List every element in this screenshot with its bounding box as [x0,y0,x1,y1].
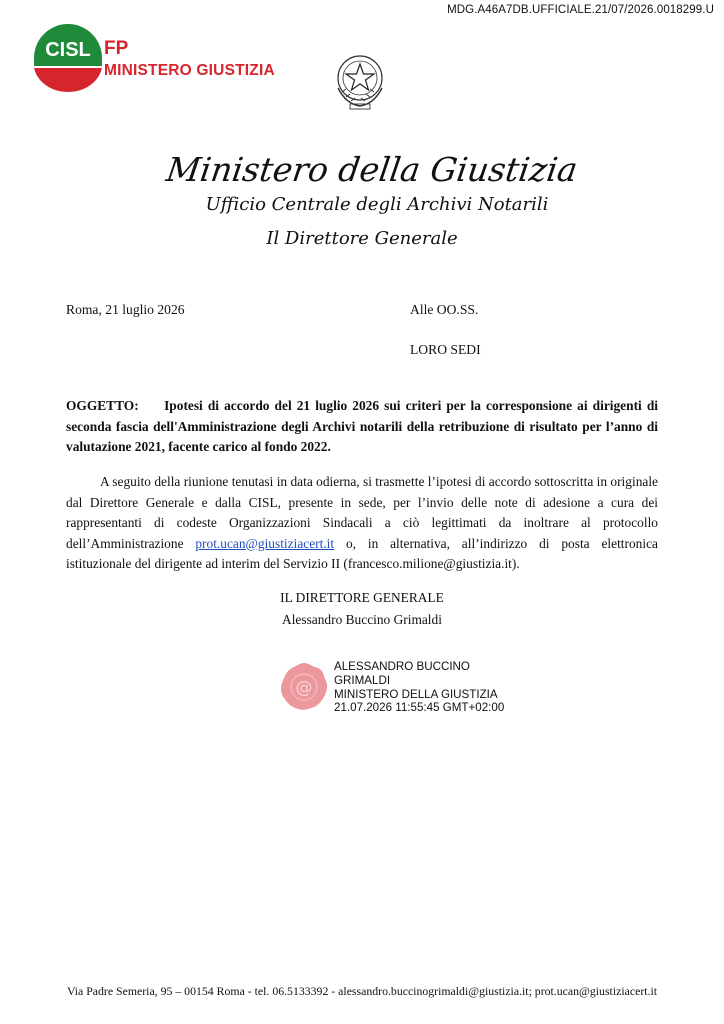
logo-fp-text: FP [104,38,129,59]
signature-role: IL DIRETTORE GENERALE [280,590,444,605]
logo-cisl-text: CISL [45,39,91,61]
header-office-title: Ufficio Centrale degli Archivi Notarili [205,194,549,215]
signature-name: Alessandro Buccino Grimaldi [282,612,442,627]
header-director-title: Il Direttore Generale [266,228,458,249]
subject-block [66,396,658,458]
body-text-end: o, in alternativa, all’indirizzo di posta elettronica istituzionale del dirigente ad interim del Servizio II (francesco.milione@giustizia.it). [66,535,658,571]
recipients-location: LORO SEDI [410,342,481,357]
body-paragraph [66,472,658,575]
protocol-email-link[interactable]: prot.ucan@giustiziacert.it [195,535,335,551]
logo-red-base [34,68,102,92]
digital-signature-seal-icon [278,660,330,712]
cisl-fp-logo [30,22,300,94]
protocol-number: MDG.A46A7DB.UFFICIALE.21/07/2026.0018299.U [447,4,714,16]
body-text-start: A seguito della riunione tenutasi in data odierna, si trasmette l’ipotesi di accordo sottoscritta in originale dal Direttore Generale e dalla CISL, presente in sede, per l’invio delle note di adesione a cura dei rappresentanti di codeste Organizzazioni Sindacali a ciò legittimati da inoltrare al protocollo dell’Amministrazione [66,474,658,551]
digital-signature-details [334,660,504,715]
svg-text:@: @ [295,678,313,698]
recipients: Alle OO.SS. [410,302,479,317]
italian-republic-emblem-icon [328,48,392,112]
header-ministry-title: Ministero della Giustizia [164,150,580,189]
digital-signature-organization: MINISTERO DELLA GIUSTIZIA [334,687,498,701]
digital-signature-name-line2: GRIMALDI [334,673,391,687]
digital-signature-timestamp: 21.07.2026 11:55:45 GMT+02:00 [334,701,505,715]
place-date: Roma, 21 luglio 2026 [66,302,185,317]
subject-text: Ipotesi di accordo del 21 luglio 2026 sui criteri per la corresponsione ai dirigenti di seconda fascia dell'Amministrazione degli Archivi notarili della retribuzione di risultato per l’anno di valutazione 2021, facente carico al fondo 2022. [66,398,658,454]
subject-label: OGGETTO: [66,398,139,413]
logo-ministry-text: MINISTERO GIUSTIZIA [104,62,275,79]
footer-contacts: Via Padre Semeria, 95 – 00154 Roma - tel. 06.5133392 - alessandro.buccinogrimaldi@giustizia.it; prot.ucan@giustiziacert.it [66,984,658,998]
digital-signature-name-line1: ALESSANDRO BUCCINO [334,660,470,673]
